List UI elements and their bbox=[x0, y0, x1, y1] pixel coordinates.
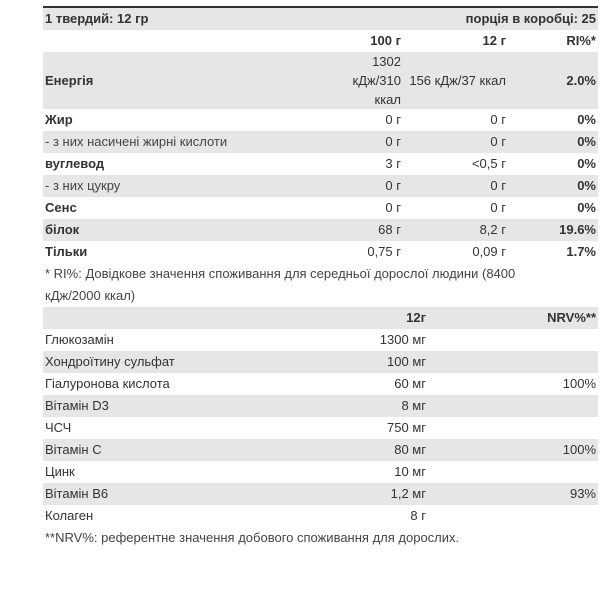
nutrient-label: білок bbox=[45, 222, 80, 237]
nutrient-row bbox=[43, 153, 598, 175]
nutrient-12g: 0 г bbox=[490, 178, 506, 193]
nutrient-ri: 0% bbox=[577, 178, 596, 193]
nrv-footnote: **NRV%: референтне значення добового споживання для дорослих. bbox=[45, 530, 460, 545]
nutrient-12g: 0 г bbox=[490, 200, 506, 215]
nutrient-ri: 1.7% bbox=[566, 244, 596, 259]
nutrient-label: - з них цукру bbox=[45, 178, 121, 193]
nutrient-100g: 0 г bbox=[385, 178, 401, 193]
ingredient-label: Вітамін C bbox=[45, 442, 102, 457]
ingredient-label: Колаген bbox=[45, 508, 94, 523]
serving-size: 1 твердий: 12 гр bbox=[45, 11, 149, 26]
ingredients-table bbox=[43, 307, 598, 527]
ingredient-nrv bbox=[428, 417, 598, 439]
nutrient-100g: 0,75 г bbox=[367, 244, 401, 259]
serving-header bbox=[43, 6, 598, 30]
nutrient-12g: 0 г bbox=[490, 112, 506, 127]
ingredient-row bbox=[43, 329, 598, 351]
ingredient-label: Глюкозамін bbox=[45, 332, 114, 347]
ingredient-label: Гіалуронова кислота bbox=[45, 376, 170, 391]
nutrient-label: - з них насичені жирні кислоти bbox=[45, 134, 228, 149]
serving-header-row bbox=[43, 7, 598, 30]
nutrient-row bbox=[43, 219, 598, 241]
nutrient-100g: 0 г bbox=[385, 112, 401, 127]
ingredient-amount: 750 мг bbox=[387, 420, 426, 435]
ingredient-row bbox=[43, 351, 598, 373]
nutrient-12g: 0 г bbox=[490, 134, 506, 149]
nutrition-table bbox=[43, 30, 598, 263]
col-12g-header: 12 г bbox=[482, 33, 506, 48]
ingredient-row bbox=[43, 505, 598, 527]
ingredient-nrv: 100% bbox=[562, 376, 596, 391]
ingredient-amount: 8 г bbox=[410, 508, 426, 523]
nutrient-label: Сенс bbox=[45, 200, 77, 215]
col-12g-amount-header: 12г bbox=[406, 310, 426, 325]
energy-100g-kcal: ккал bbox=[374, 92, 401, 107]
ingredient-amount: 100 мг bbox=[387, 354, 426, 369]
nutrition-col-label bbox=[43, 30, 313, 52]
nutrient-row bbox=[43, 175, 598, 197]
nutrient-label: вуглевод bbox=[45, 156, 105, 171]
ingredient-row bbox=[43, 417, 598, 439]
ingredient-amount: 8 мг bbox=[401, 398, 426, 413]
nutrient-100g: 3 г bbox=[385, 156, 401, 171]
nutrient-ri: 19.6% bbox=[559, 222, 596, 237]
ingredient-amount: 10 мг bbox=[394, 464, 426, 479]
ingredient-row bbox=[43, 373, 598, 395]
energy-ri: 2.0% bbox=[566, 73, 596, 88]
ingredient-amount: 1300 мг bbox=[379, 332, 426, 347]
energy-100g-kj: 1302 bbox=[372, 54, 401, 69]
ingredient-nrv bbox=[428, 351, 598, 373]
energy-label: Енергія bbox=[45, 73, 94, 88]
ingredient-label: ЧСЧ bbox=[45, 420, 72, 435]
nutrient-ri: 0% bbox=[577, 112, 596, 127]
ri-footnote: * RI%: Довідкове значення споживання для середньої дорослої людини (8400 кДж/2000 ккал) bbox=[45, 266, 516, 303]
ingredient-row bbox=[43, 439, 598, 461]
ingredient-nrv bbox=[428, 329, 598, 351]
nutrient-12g: 0,09 г bbox=[472, 244, 506, 259]
col-nrv-header: NRV%** bbox=[547, 310, 596, 325]
nutrient-100g: 68 г bbox=[378, 222, 401, 237]
ingredient-nrv: 93% bbox=[569, 486, 596, 501]
nutrient-row bbox=[43, 109, 598, 131]
ingredient-nrv: 100% bbox=[562, 442, 596, 457]
nutrient-ri: 0% bbox=[577, 134, 596, 149]
nutrient-label: Жир bbox=[45, 112, 73, 127]
energy-12g: 156 кДж/37 ккал bbox=[409, 73, 506, 88]
ingredient-label: Вітамін B6 bbox=[45, 486, 109, 501]
ingredients-col-label bbox=[43, 307, 313, 329]
ingredient-nrv bbox=[428, 505, 598, 527]
ingredient-row bbox=[43, 461, 598, 483]
ingredients-header-row bbox=[43, 307, 598, 329]
energy-100g-kj-unit: кДж/310 bbox=[352, 73, 401, 88]
energy-row bbox=[43, 52, 598, 109]
nutrient-12g: <0,5 г bbox=[471, 156, 506, 171]
ingredient-amount: 1,2 мг bbox=[390, 486, 426, 501]
ingredient-amount: 60 мг bbox=[394, 376, 426, 391]
ingredient-label: Хондроїтину сульфат bbox=[45, 354, 175, 369]
nutrient-row bbox=[43, 241, 598, 263]
nutrient-100g: 0 г bbox=[385, 200, 401, 215]
ingredient-row bbox=[43, 483, 598, 505]
ingredient-nrv bbox=[428, 395, 598, 417]
nutrient-label: Тільки bbox=[45, 244, 88, 259]
ingredient-nrv bbox=[428, 461, 598, 483]
nutrient-ri: 0% bbox=[577, 156, 596, 171]
ingredient-amount: 80 мг bbox=[394, 442, 426, 457]
nutrient-row bbox=[43, 131, 598, 153]
nutrient-100g: 0 г bbox=[385, 134, 401, 149]
ingredient-label: Вітамін D3 bbox=[45, 398, 109, 413]
ingredient-row bbox=[43, 395, 598, 417]
ingredient-label: Цинк bbox=[45, 464, 75, 479]
energy-100g bbox=[313, 52, 403, 109]
col-100g-header: 100 г bbox=[370, 33, 401, 48]
nutrition-facts-panel bbox=[43, 0, 598, 549]
nutrient-12g: 8,2 г bbox=[479, 222, 506, 237]
servings-per-box: порція в коробці: 25 bbox=[465, 11, 596, 26]
nutrition-header-row bbox=[43, 30, 598, 52]
col-ri-header: RI%* bbox=[566, 33, 596, 48]
nutrient-row bbox=[43, 197, 598, 219]
nutrient-ri: 0% bbox=[577, 200, 596, 215]
